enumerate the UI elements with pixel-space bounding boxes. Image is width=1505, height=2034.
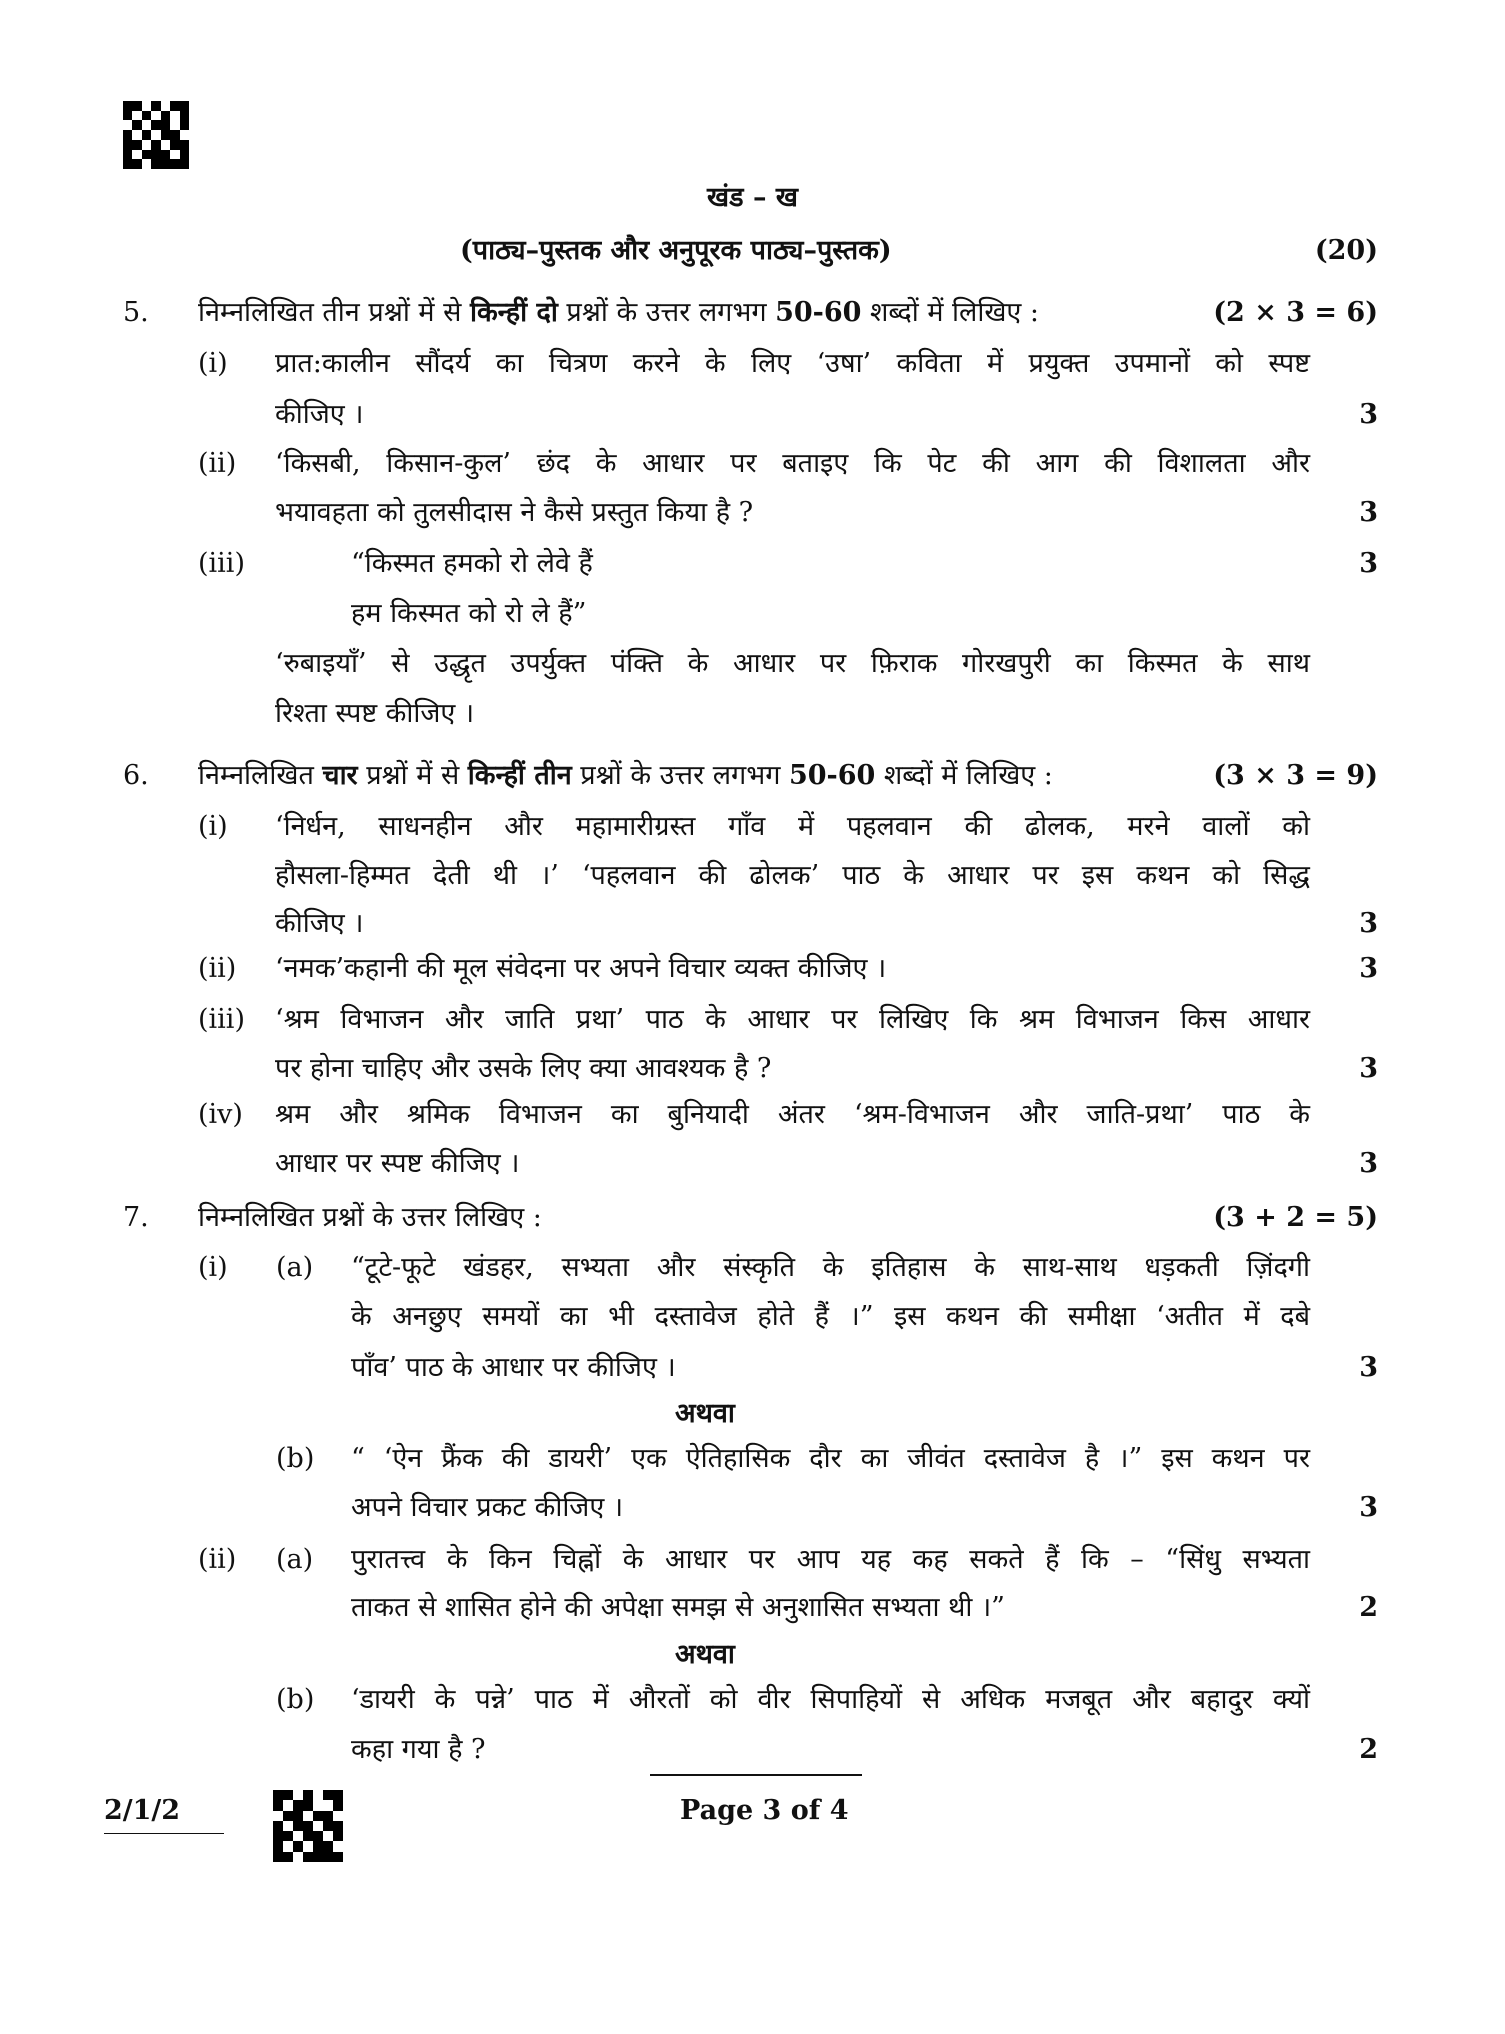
sub-label: (i): [198, 811, 228, 842]
text: निम्नलिखित तीन प्रश्नों में से: [198, 297, 470, 328]
text: शब्दों में लिखिए :: [875, 760, 1053, 791]
question-6-instruction: [198, 758, 1053, 794]
or-separator: अथवा: [675, 1398, 735, 1429]
question-marks: (3 × 3 = 9): [1213, 760, 1378, 791]
question-line: “टूटे-फूटे खंडहर, सभ्यता और संस्कृति के इतिहास के साथ-साथ धड़कती ज़िंदगी: [351, 1252, 1310, 1283]
question-line: प्रात:कालीन सौंदर्य का चित्रण करने के लिए ‘उषा’ कविता में प्रयुक्त उपमानों को स्पष्ट: [275, 348, 1310, 379]
sub-label: (i): [198, 348, 228, 379]
sub-label: (iii): [198, 1004, 245, 1035]
sub-marks: 3: [1359, 1053, 1378, 1084]
question-line: कीजिए ।: [275, 908, 364, 939]
paper-code: 2/1/2: [104, 1795, 181, 1826]
question-line: ‘श्रम विभाजन और जाति प्रथा’ पाठ के आधार पर लिखिए कि श्रम विभाजन किस आधार: [275, 1004, 1310, 1035]
sub-marks: 3: [1359, 548, 1378, 579]
question-line: ‘किसबी, किसान-कुल’ छंद के आधार पर बताइए कि पेट की आग की विशालता और: [275, 448, 1310, 479]
option-label: (a): [276, 1252, 314, 1283]
sub-label: (ii): [198, 1544, 237, 1575]
paper-code-underline: [104, 1833, 224, 1834]
question-line: पाँव’ पाठ के आधार पर कीजिए ।: [351, 1352, 676, 1383]
page-number: Page 3 of 4: [680, 1795, 849, 1826]
quote-line: हम किस्मत को रो ले हैं”: [351, 598, 587, 629]
question-line: ताकत से शासित होने की अपेक्षा समझ से अनुशासित सभ्यता थी ।”: [351, 1592, 1005, 1623]
sub-marks: 3: [1359, 1352, 1378, 1383]
text-bold: 50-60: [788, 760, 876, 791]
section-title: खंड – ख: [707, 182, 798, 213]
question-line: अपने विचार प्रकट कीजिए ।: [351, 1492, 624, 1523]
question-number: 5.: [123, 297, 149, 328]
question-line: ‘निर्धन, साधनहीन और महामारीग्रस्त गाँव में पहलवान की ढोलक, मरने वालों को: [275, 811, 1310, 842]
question-line: कहा गया है ?: [351, 1734, 486, 1765]
sub-label: (ii): [198, 448, 237, 479]
sub-marks: 2: [1359, 1734, 1378, 1765]
text: प्रश्नों में से: [357, 760, 468, 791]
option-label: (b): [276, 1684, 315, 1715]
question-line: ‘रुबाइयाँ’ से उद्धृत उपर्युक्त पंक्ति के आधार पर फ़िराक गोरखपुरी का किस्मत के साथ: [275, 648, 1310, 679]
quote-line: “किस्मत हमको रो लेवे हैं: [351, 548, 593, 579]
text: निम्नलिखित: [198, 760, 323, 791]
sub-marks: 3: [1359, 953, 1378, 984]
question-line: कीजिए ।: [275, 399, 364, 430]
qr-code-bottom: [273, 1790, 343, 1862]
text-bold: 50-60: [775, 297, 862, 328]
sub-marks: 3: [1359, 1492, 1378, 1523]
sub-label: (ii): [198, 953, 237, 984]
sub-label: (i): [198, 1252, 228, 1283]
question-line: “ ‘ऐन फ्रैंक की डायरी’ एक ऐतिहासिक दौर का जीवंत दस्तावेज है ।” इस कथन पर: [351, 1443, 1310, 1474]
sub-marks: 3: [1359, 497, 1378, 528]
question-line: रिश्ता स्पष्ट कीजिए ।: [275, 698, 475, 729]
text: शब्दों में लिखिए :: [861, 297, 1040, 328]
sub-label: (iv): [198, 1099, 243, 1130]
question-7-instruction: निम्नलिखित प्रश्नों के उत्तर लिखिए :: [198, 1202, 542, 1233]
question-5-instruction: [198, 295, 1039, 331]
question-line: ‘डायरी के पन्ने’ पाठ में औरतों को वीर सिपाहियों से अधिक मजबूत और बहादुर क्यों: [351, 1684, 1310, 1715]
option-label: (a): [276, 1544, 314, 1575]
option-label: (b): [276, 1443, 315, 1474]
question-line: के अनछुए समयों का भी दस्तावेज होते हैं ।” इस कथन की समीक्षा ‘अतीत में दबे: [351, 1301, 1310, 1332]
text-bold: किन्हीं दो: [469, 297, 558, 328]
text: प्रश्नों के उत्तर लगभग: [557, 297, 776, 328]
section-subtitle: (पाठ्य–पुस्तक और अनुपूरक पाठ्य–पुस्तक): [460, 235, 892, 266]
sub-marks: 3: [1359, 399, 1378, 430]
text-bold: किन्हीं तीन: [467, 760, 572, 791]
end-rule: [650, 1774, 862, 1776]
sub-marks: 3: [1359, 1148, 1378, 1179]
question-line: आधार पर स्पष्ट कीजिए ।: [275, 1148, 520, 1179]
question-line: पर होना चाहिए और उसके लिए क्या आवश्यक है ?: [275, 1053, 772, 1084]
sub-label: (iii): [198, 548, 245, 579]
question-line: भयावहता को तुलसीदास ने कैसे प्रस्तुत किया है ?: [275, 497, 754, 528]
question-number: 7.: [123, 1202, 149, 1233]
question-line: पुरातत्त्व के किन चिह्नों के आधार पर आप यह कह सकते हैं कि – “सिंधु सभ्यता: [351, 1544, 1310, 1575]
question-marks: (3 + 2 = 5): [1213, 1202, 1378, 1233]
question-line: हौसला-हिम्मत देती थी ।’ ‘पहलवान की ढोलक’ पाठ के आधार पर इस कथन को सिद्ध: [275, 860, 1310, 891]
question-line: श्रम और श्रमिक विभाजन का बुनियादी अंतर ‘श्रम-विभाजन और जाति-प्रथा’ पाठ के: [275, 1099, 1310, 1130]
or-separator: अथवा: [675, 1639, 735, 1670]
text-bold: चार: [322, 760, 358, 791]
question-marks: (2 × 3 = 6): [1213, 297, 1378, 328]
section-marks: (20): [1314, 235, 1378, 266]
sub-marks: 2: [1359, 1592, 1378, 1623]
sub-marks: 3: [1359, 908, 1378, 939]
qr-code-top: [123, 101, 189, 169]
question-number: 6.: [123, 760, 149, 791]
question-line: ‘नमक’कहानी की मूल संवेदना पर अपने विचार व्यक्त कीजिए ।: [275, 953, 887, 984]
text: प्रश्नों के उत्तर लगभग: [571, 760, 789, 791]
